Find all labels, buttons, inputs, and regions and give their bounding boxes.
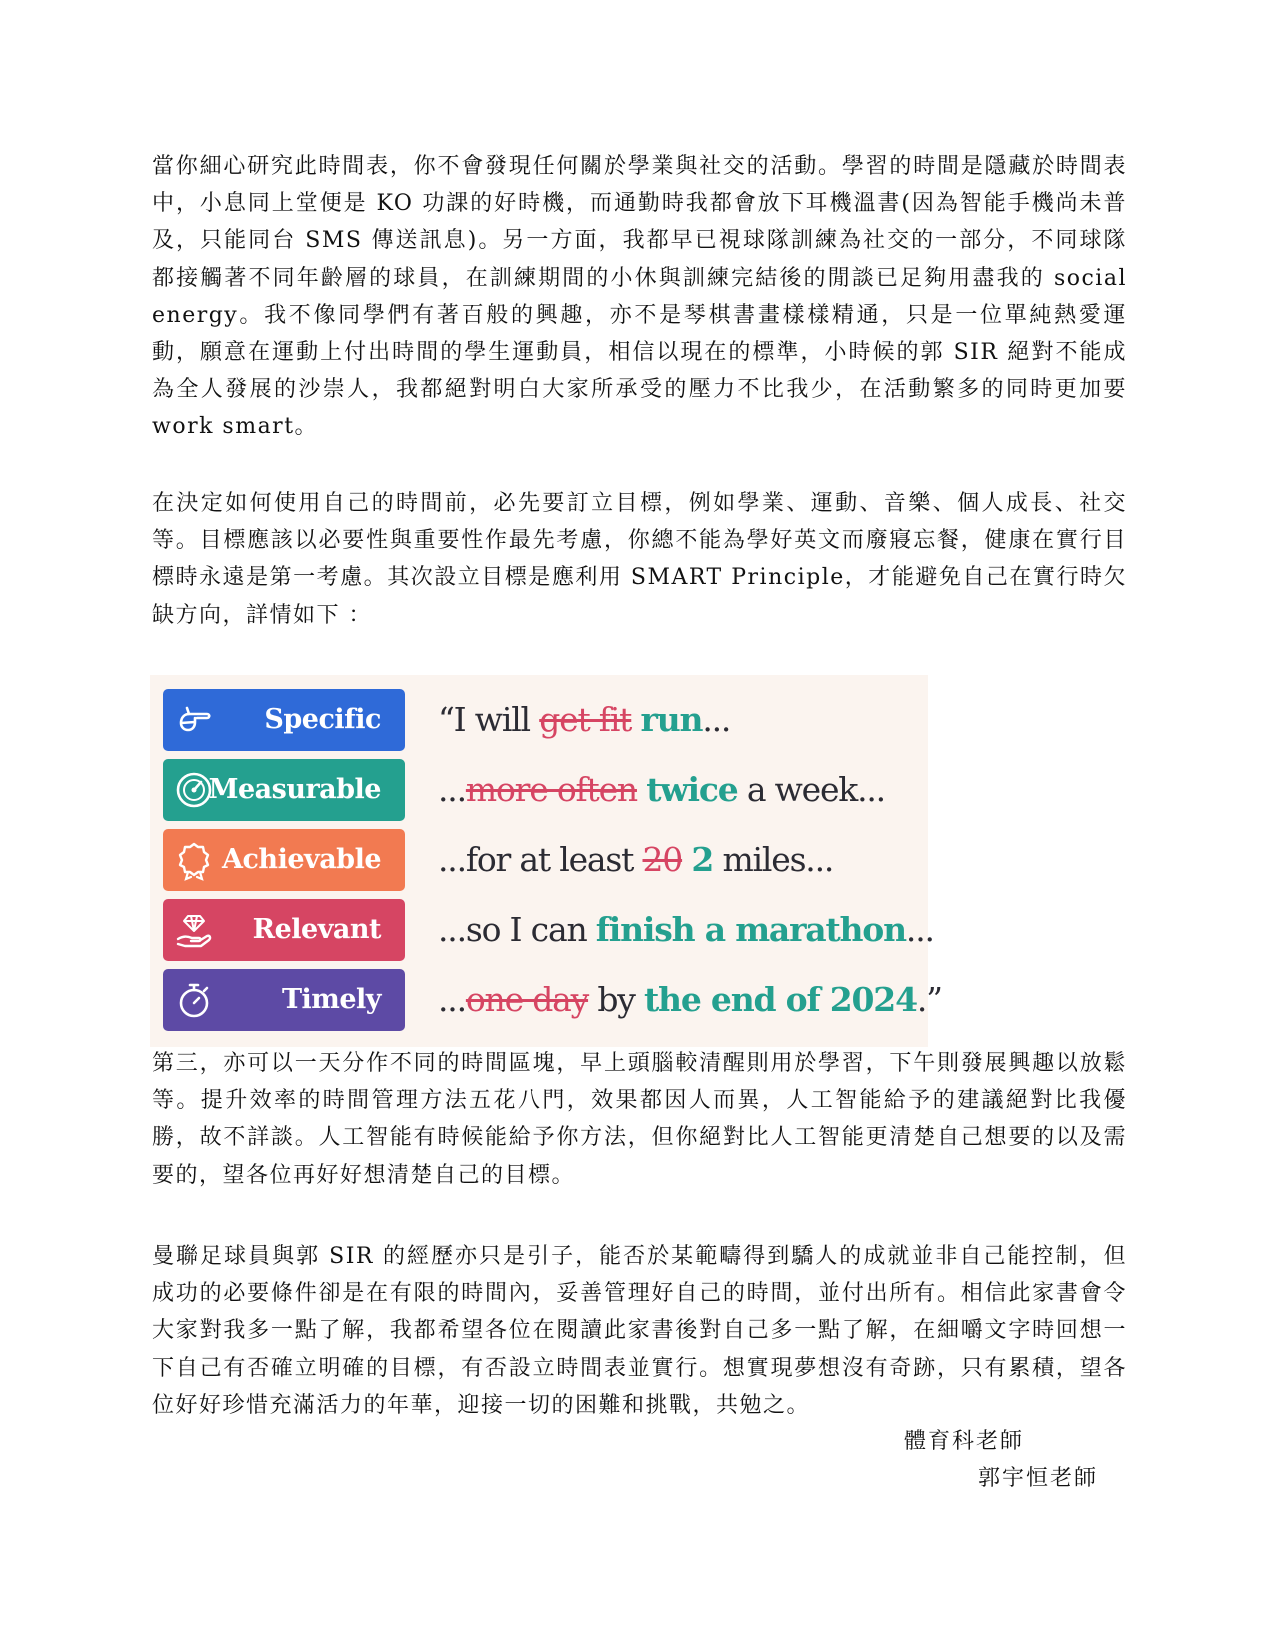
pill-label-timely: Timely	[281, 984, 381, 1015]
smart-row-relevant	[150, 895, 934, 961]
phrase-pre: ...so I can	[438, 910, 596, 949]
pill-achievable	[163, 829, 405, 891]
pill-label-achievable: Achievable	[222, 844, 381, 875]
phrase-relevant	[438, 895, 934, 965]
phrase-pre: ...for at least	[438, 840, 643, 879]
phrase-highlight: finish a marathon	[595, 910, 906, 949]
phrase-specific	[438, 685, 730, 755]
pill-specific	[163, 689, 405, 751]
smart-row-measurable	[150, 755, 928, 821]
phrase-post: ...	[905, 910, 934, 949]
phrase-achievable	[438, 825, 833, 895]
phrase-highlight: twice	[646, 770, 738, 809]
phrase-pre: ...	[438, 980, 466, 1019]
phrase-post: miles...	[713, 840, 834, 879]
phrase-mid: by	[588, 980, 645, 1019]
phrase-post: ...	[702, 700, 731, 739]
award-ribbon-icon	[173, 839, 215, 881]
phrase-measurable	[438, 755, 885, 825]
hand-diamond-icon	[173, 909, 215, 951]
pill-measurable	[163, 759, 405, 821]
phrase-mid	[682, 840, 691, 879]
smart-row-timely	[150, 965, 942, 1031]
phrase-strike: one day	[465, 980, 589, 1019]
phrase-mid	[637, 770, 646, 809]
phrase-mid	[631, 700, 640, 739]
phrase-timely	[438, 965, 942, 1035]
signature-department: 體育科老師	[904, 1429, 1025, 1454]
pill-relevant	[163, 899, 405, 961]
stopwatch-icon	[173, 979, 215, 1021]
paragraph-closing: 曼聯足球員與郭 SIR 的經歷亦只是引子，能否於某範疇得到驕人的成就並非自己能控制，但成功的必要條件卻是在有限的時間內，妥善管理好自己的時間，並付出所有。相信此家書會令大家對我多一點了解，我都希望各位在閱讀此家書後對自己多一點了解，在細嚼文字時回想一下自己有否確立明確的目標，有否設立時間表並實行。想實現夢想沒有奇跡，只有累積，望各位好好珍惜充滿活力的年華，迎接一切的困難和挑戰，共勉之。	[152, 1244, 1127, 1418]
phrase-highlight: run	[640, 700, 703, 739]
paragraph-time-blocks: 第三，亦可以一天分作不同的時間區塊，早上頭腦較清醒則用於學習，下午則發展興趣以放鬆等。提升效率的時間管理方法五花八門，效果都因人而異，人工智能給予的建議絕對比我優勝，故不詳談。人工智能有時候能給予你方法，但你絕對比人工智能更清楚自己想要的以及需要的，望各位再好好想清楚自己的目標。	[152, 1051, 1127, 1188]
pill-timely	[163, 969, 405, 1031]
paragraph-goal-setting: 在決定如何使用自己的時間前，必先要訂立目標，例如學業、運動、音樂、個人成長、社交等。目標應該以必要性與重要性作最先考慮，你總不能為學好英文而廢寢忘餐，健康在實行目標時永遠是第一考慮。其次設立目標是應利用 SMART Principle，才能避免自己在實行時欠缺方向，詳情如下 ：	[152, 491, 1127, 628]
phrase-pre: ...	[438, 770, 466, 809]
phrase-post: a week...	[737, 770, 885, 809]
pill-label-specific: Specific	[264, 704, 381, 735]
smart-principle-graphic	[150, 675, 942, 1047]
phrase-strike: get fit	[539, 700, 632, 739]
phrase-highlight: the end of 2024	[644, 980, 917, 1019]
signature-name: 郭宇恒老師	[978, 1466, 1099, 1491]
phrase-post: .”	[916, 980, 942, 1019]
smart-row-achievable	[150, 825, 928, 891]
paragraph-schedule-reflection: 當你細心研究此時間表，你不會發現任何關於學業與社交的活動。學習的時間是隱藏於時間表中，小息同上堂便是 KO 功課的好時機，而通勤時我都會放下耳機溫書(因為智能手機尚未普及，只能同台 SMS 傳送訊息)。另一方面，我都早已視球隊訓練為社交的一部分，不同球隊都接觸著不同年齡層的球員，在訓練期間的小休與訓練完結後的閒談已足夠用盡我的 social energy。我不像同學們有著百般的興趣，亦不是琴棋書畫樣樣精通，只是一位單純熱愛運動，願意在運動上付出時間的學生運動員，相信以現在的標準，小時候的郭 SIR 絕對不能成為全人發展的沙崇人，我都絕對明白大家所承受的壓力不比我少，在活動繁多的同時更加要 work smart。	[152, 154, 1127, 440]
pill-label-relevant: Relevant	[252, 914, 381, 945]
phrase-highlight: 2	[691, 840, 714, 879]
phrase-strike: 20	[642, 840, 683, 879]
phrase-pre: “I will	[438, 700, 540, 739]
smart-row-specific	[150, 685, 928, 751]
pill-label-measurable: Measurable	[208, 774, 381, 805]
pointing-hand-icon	[173, 699, 215, 741]
phrase-strike: more often	[465, 770, 637, 809]
